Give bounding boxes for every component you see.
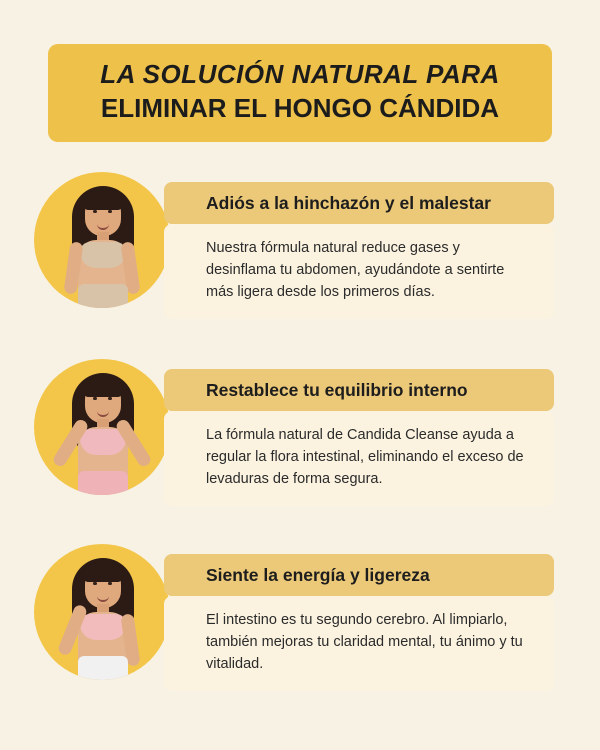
eye-left	[93, 397, 97, 400]
eye-left	[93, 582, 97, 585]
feature-1-body-card	[164, 224, 554, 319]
woman-illustration-3	[34, 544, 170, 680]
eye-right	[108, 582, 112, 585]
eye-left	[93, 210, 97, 213]
header-banner	[48, 44, 552, 142]
hair-front-shape	[83, 562, 123, 582]
header-title-line-1: LA SOLUCIÓN NATURAL PARA	[100, 59, 500, 89]
pants-shape	[78, 471, 128, 495]
sports-top-shape	[80, 614, 126, 640]
feature-3-body-card	[164, 596, 554, 691]
hair-front-shape	[83, 190, 123, 210]
feature-3-title-bar	[164, 554, 554, 596]
pants-shape	[78, 284, 128, 308]
feature-3-body: El intestino es tu segundo cerebro. Al limpiarlo, también mejoras tu claridad mental, tu ánimo y tu vitalidad.	[206, 612, 523, 672]
feature-2-title-bar	[164, 369, 554, 411]
feature-1-title: Adiós a la hinchazón y el malestar	[206, 192, 491, 213]
feature-1-photo	[34, 172, 170, 308]
sports-top-shape	[80, 242, 126, 268]
feature-1-body: Nuestra fórmula natural reduce gases y desinflama tu abdomen, ayudándote a sentirte más ligera desde los primeros días.	[206, 240, 505, 300]
footer-spacer	[0, 714, 600, 750]
woman-illustration-2	[34, 359, 170, 495]
feature-3-title: Siente la energía y ligereza	[206, 564, 430, 585]
feature-2-title: Restablece tu equilibrio interno	[206, 379, 468, 400]
woman-illustration-1	[34, 172, 170, 308]
feature-2-body: La fórmula natural de Candida Cleanse ayuda a regular la flora intestinal, eliminando el exceso de levaduras de forma segura.	[206, 427, 524, 487]
pants-shape	[78, 656, 128, 680]
feature-3-photo	[34, 544, 170, 680]
hair-front-shape	[83, 377, 123, 397]
eye-right	[108, 210, 112, 213]
feature-2-photo	[34, 359, 170, 495]
eye-right	[108, 397, 112, 400]
header-title-line-2: ELIMINAR EL HONGO CÁNDIDA	[100, 92, 500, 123]
feature-2-body-card	[164, 411, 554, 506]
feature-1-title-bar	[164, 182, 554, 224]
